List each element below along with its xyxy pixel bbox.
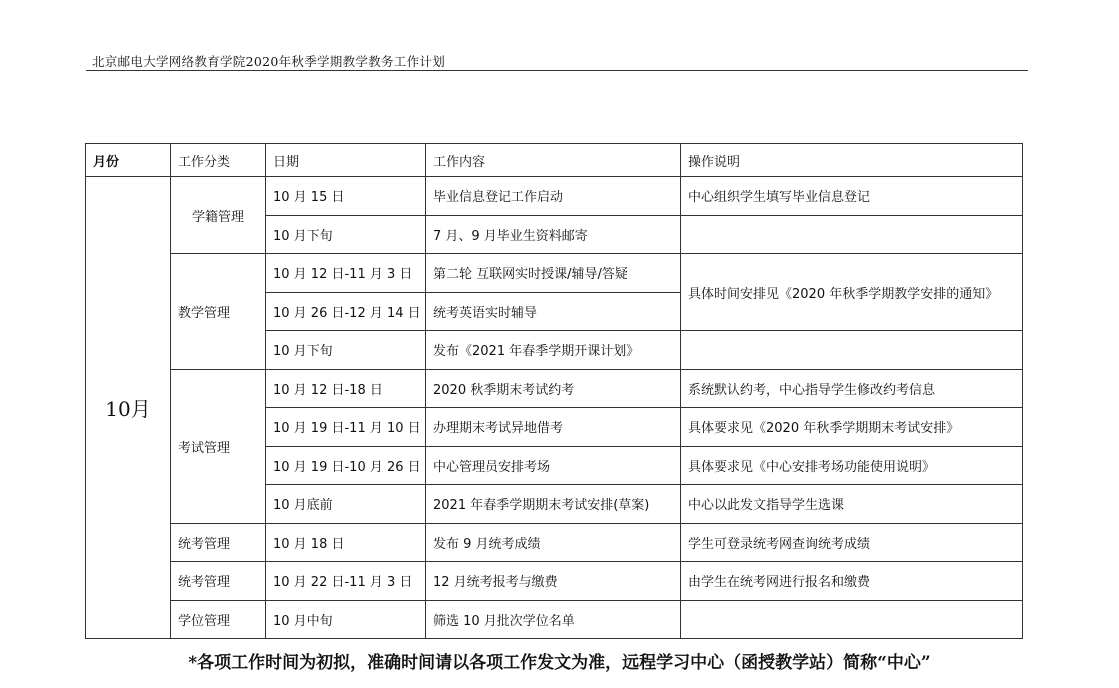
category-cell: 考试管理	[171, 369, 266, 523]
date-cell: 10 月 18 日	[266, 523, 426, 562]
column-header-content: 工作内容	[426, 144, 681, 177]
date-cell: 10 月下旬	[266, 215, 426, 254]
content-cell: 7 月、9 月毕业生资料邮寄	[426, 215, 681, 254]
content-cell: 毕业信息登记工作启动	[426, 177, 681, 216]
content-cell: 统考英语实时辅导	[426, 292, 681, 331]
month-cell: 10月	[86, 177, 171, 639]
column-header-category: 工作分类	[171, 144, 266, 177]
table-row	[86, 523, 1023, 562]
column-header-date: 日期	[266, 144, 426, 177]
date-cell: 10 月 22 日-11 月 3 日	[266, 562, 426, 601]
note-cell: 中心以此发文指导学生选课	[681, 485, 1023, 524]
note-cell: 由学生在统考网进行报名和缴费	[681, 562, 1023, 601]
content-cell: 发布 9 月统考成绩	[426, 523, 681, 562]
category-cell: 统考管理	[171, 562, 266, 601]
date-cell: 10 月 26 日-12 月 14 日	[266, 292, 426, 331]
content-cell: 12 月统考报考与缴费	[426, 562, 681, 601]
page-header	[86, 48, 1028, 71]
note-cell	[681, 331, 1023, 370]
category-cell: 学籍管理	[171, 177, 266, 254]
table-row	[86, 600, 1023, 639]
note-cell: 具体要求见《中心安排考场功能使用说明》	[681, 446, 1023, 485]
note-cell: 中心组织学生填写毕业信息登记	[681, 177, 1023, 216]
footnote: *各项工作时间为初拟，准确时间请以各项工作发文为准，远程学习中心（函授教学站）简称“中心”	[188, 653, 931, 673]
date-cell: 10 月 19 日-11 月 10 日	[266, 408, 426, 447]
note-cell: 学生可登录统考网查询统考成绩	[681, 523, 1023, 562]
date-cell: 10 月 12 日-11 月 3 日	[266, 254, 426, 293]
date-cell: 10 月 12 日-18 日	[266, 369, 426, 408]
table-row	[86, 177, 1023, 216]
table-row	[86, 369, 1023, 408]
note-cell	[681, 600, 1023, 639]
content-cell: 发布《2021 年春季学期开课计划》	[426, 331, 681, 370]
date-cell: 10 月底前	[266, 485, 426, 524]
note-cell: 具体时间安排见《2020 年秋季学期教学安排的通知》	[681, 254, 1023, 331]
content-cell: 办理期末考试异地借考	[426, 408, 681, 447]
table-header-row	[86, 144, 1023, 177]
content-cell: 第二轮 互联网实时授课/辅导/答疑	[426, 254, 681, 293]
content-cell: 2021 年春季学期期末考试安排(草案)	[426, 485, 681, 524]
table-row	[86, 562, 1023, 601]
category-cell: 统考管理	[171, 523, 266, 562]
column-header-month: 月份	[86, 144, 171, 177]
content-cell: 2020 秋季期末考试约考	[426, 369, 681, 408]
category-cell: 学位管理	[171, 600, 266, 639]
table-row	[86, 254, 1023, 293]
header-title: 北京邮电大学网络教育学院2020年秋季学期教学教务工作计划	[92, 54, 446, 69]
content-cell: 筛选 10 月批次学位名单	[426, 600, 681, 639]
date-cell: 10 月下旬	[266, 331, 426, 370]
column-header-note: 操作说明	[681, 144, 1023, 177]
note-cell: 系统默认约考，中心指导学生修改约考信息	[681, 369, 1023, 408]
date-cell: 10 月 19 日-10 月 26 日	[266, 446, 426, 485]
date-cell: 10 月 15 日	[266, 177, 426, 216]
note-cell: 具体要求见《2020 年秋季学期期末考试安排》	[681, 408, 1023, 447]
date-cell: 10 月中旬	[266, 600, 426, 639]
category-cell: 教学管理	[171, 254, 266, 370]
note-cell	[681, 215, 1023, 254]
content-cell: 中心管理员安排考场	[426, 446, 681, 485]
work-plan-table	[85, 143, 1023, 639]
